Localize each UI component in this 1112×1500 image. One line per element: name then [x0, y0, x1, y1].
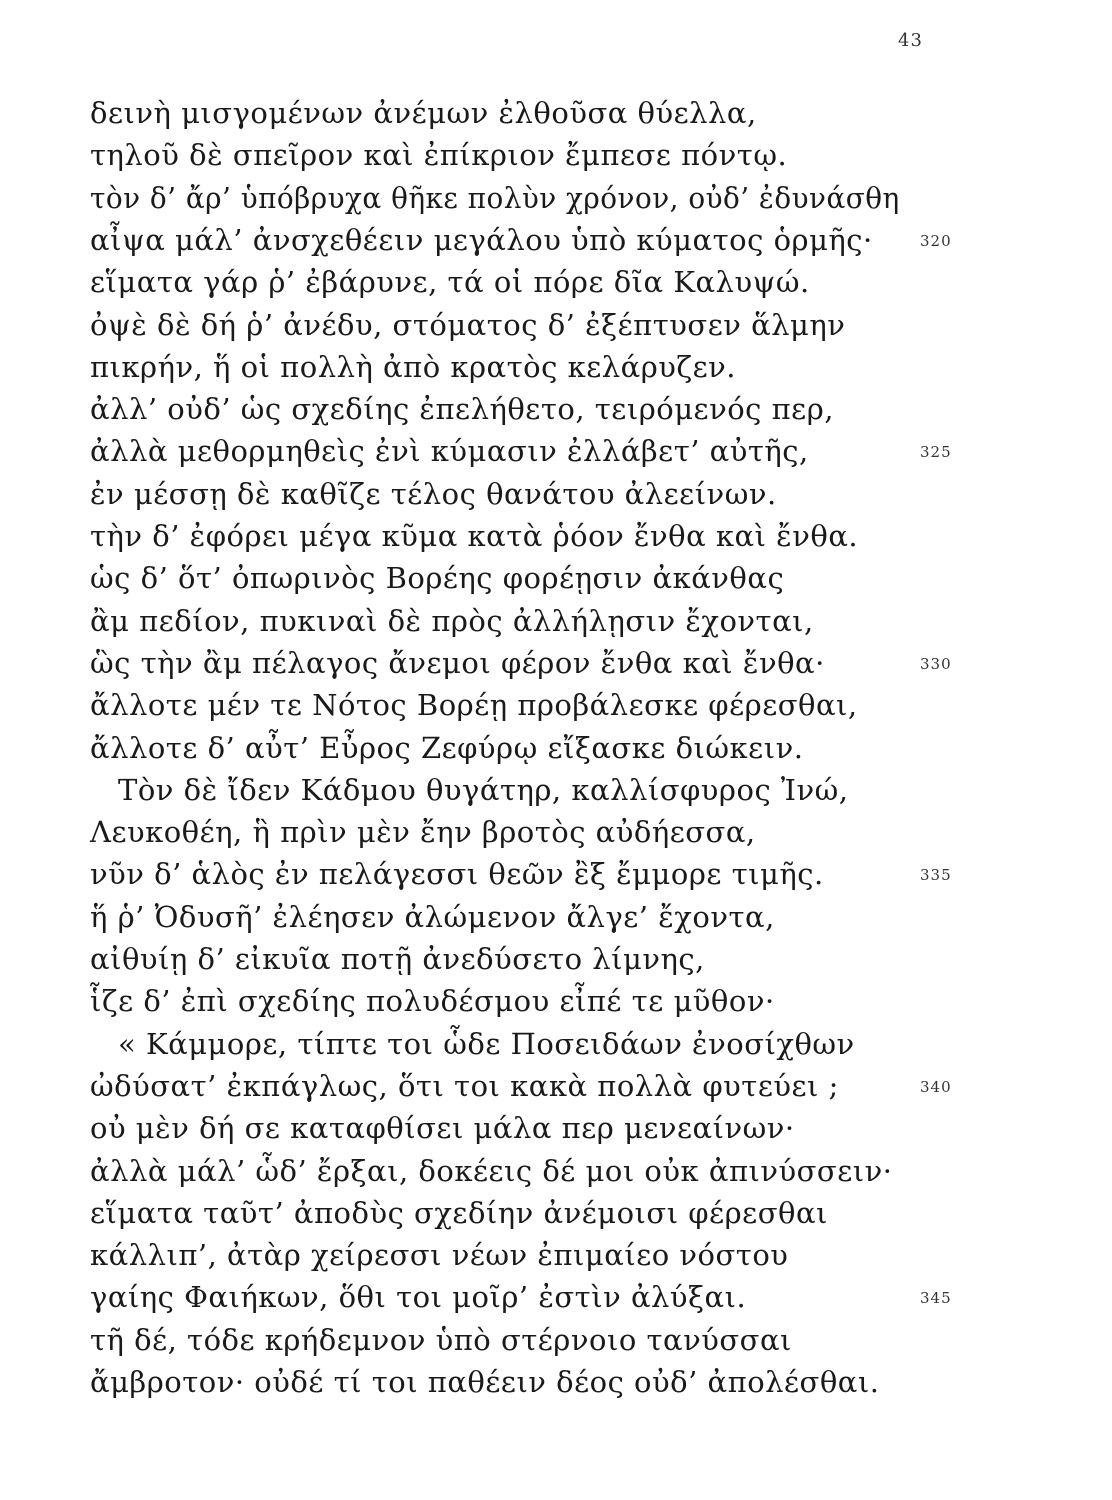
verse-line: δεινὴ μισγομένων ἀνέμων ἐλθοῦσα θύελλα,: [90, 96, 757, 130]
line-number: 325: [920, 443, 952, 462]
verse-line: ἂμ πεδίον, πυκιναὶ δὲ πρὸς ἀλλήλῃσιν ἔχονται,: [90, 603, 814, 638]
verse-line: ὀψὲ δὲ δή ῥ’ ἀνέδυ, στόματος δ’ ἐξέπτυσεν ἅλμην: [90, 307, 846, 342]
line-number: 345: [920, 1289, 952, 1308]
verse-line: ὣς τὴν ἂμ πέλαγος ἄνεμοι φέρον ἔνθα καὶ ἔνθα·: [90, 645, 825, 680]
verse-line: εἵματα γάρ ῥ’ ἐβάρυνε, τά οἱ πόρε δῖα Καλυψώ.: [90, 265, 810, 300]
verse-line: ἐν μέσσῃ δὲ καθῖζε τέλος θανάτου ἀλεείνων.: [90, 476, 777, 511]
verse-line: ἀλλὰ μεθορμηθεὶς ἐνὶ κύμασιν ἐλλάβετ’ αὐτῆς,: [90, 434, 809, 469]
verse-line: Λευκοθέη, ἣ πρὶν μὲν ἔην βροτὸς αὐδήεσσα,: [90, 815, 756, 850]
verse-line: τὸν δ’ ἄρ’ ὑπόβρυχα θῆκε πολὺν χρόνον, οὐδ’ ἐδυνάσθη: [90, 180, 900, 215]
verse-line: ἷζε δ’ ἐπὶ σχεδίης πολυδέσμου εἶπέ τε μῦθον·: [90, 984, 775, 1019]
verse-line: « Κάμμορε, τίπτε τοι ὧδε Ποσειδάων ἐνοσίχθων: [118, 1026, 855, 1061]
verse-line: αἰθυίῃ δ’ εἰκυῖα ποτῇ ἀνεδύσετο λίμνης,: [90, 942, 705, 976]
verse-line: ἄλλοτε δ’ αὖτ’ Εὖρος Ζεφύρῳ εἴξασκε διώκειν.: [90, 730, 804, 765]
page-number: 43: [898, 30, 923, 51]
verse-line: οὐ μὲν δή σε καταφθίσει μάλα περ μενεαίνων·: [90, 1111, 795, 1146]
verse-line: πικρήν, ἥ οἱ πολλὴ ἀπὸ κρατὸς κελάρυζεν.: [90, 349, 736, 384]
verse-line: Τὸν δὲ ἴδεν Κάδμου θυγάτηρ, καλλίσφυρος Ἰνώ,: [118, 772, 849, 807]
verse-line: ἥ ῥ’ Ὀδυσῆ’ ἐλέησεν ἀλώμενον ἄλγε’ ἔχοντα,: [90, 899, 775, 934]
verse-line: νῦν δ’ ἁλὸς ἐν πελάγεσσι θεῶν ἒξ ἔμμορε τιμῆς.: [90, 857, 824, 892]
verse-line: ὠδύσατ’ ἐκπάγλως, ὅτι τοι κακὰ πολλὰ φυτεύει ;: [90, 1068, 839, 1103]
verse-line: ἀλλ’ οὐδ’ ὡς σχεδίης ἐπελήθετο, τειρόμενός περ,: [90, 392, 834, 427]
verse-line: τὴν δ’ ἐφόρει μέγα κῦμα κατὰ ῥόον ἔνθα καὶ ἔνθα.: [90, 519, 859, 553]
line-number: 330: [920, 654, 952, 673]
verse-line: ἄμβροτον· οὐδέ τί τοι παθέειν δέος οὐδ’ ἀπολέσθαι.: [90, 1365, 880, 1399]
verse-line: γαίης Φαιήκων, ὅθι τοι μοῖρ’ ἐστὶν ἀλύξαι.: [90, 1280, 747, 1315]
line-number: 335: [920, 866, 952, 885]
verse-line: αἶψα μάλ’ ἀνσχεθέειν μεγάλου ὑπὸ κύματος ὁρμῆς·: [90, 222, 873, 257]
verse-line: ἄλλοτε μέν τε Νότος Βορέῃ προβάλεσκε φέρεσθαι,: [90, 688, 858, 723]
line-number: 340: [920, 1077, 952, 1096]
verse-line: ἀλλὰ μάλ’ ὧδ’ ἔρξαι, δοκέεις δέ μοι οὐκ ἀπινύσσειν·: [90, 1153, 893, 1188]
verse-line: εἵματα ταῦτ’ ἀποδὺς σχεδίην ἀνέμοισι φέρεσθαι: [90, 1195, 828, 1230]
verse-line: τηλοῦ δὲ σπεῖρον καὶ ἐπίκριον ἔμπεσε πόντῳ.: [90, 138, 788, 173]
verse-line: κάλλιπ’, ἀτὰρ χείρεσσι νέων ἐπιμαίεο νόστου: [90, 1238, 789, 1273]
verse-line: ὡς δ’ ὅτ’ ὀπωρινὸς Βορέης φορέῃσιν ἀκάνθας: [90, 561, 785, 596]
line-number: 320: [920, 231, 952, 250]
verse-line: τῆ δέ, τόδε κρήδεμνον ὑπὸ στέρνοιο τανύσσαι: [90, 1322, 792, 1357]
